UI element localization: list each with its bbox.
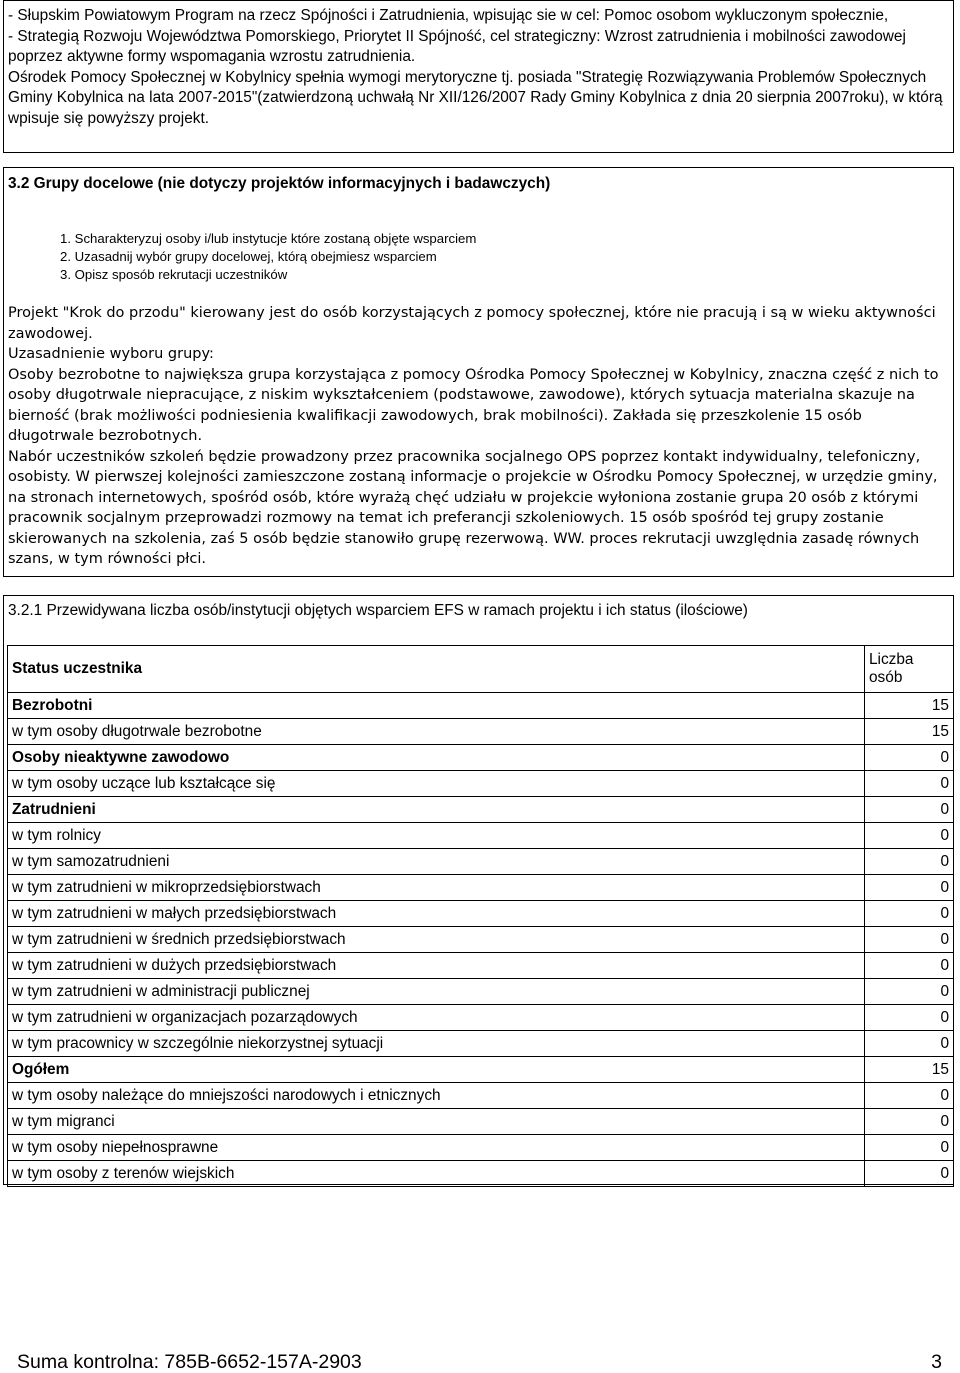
status-label: w tym zatrudnieni w średnich przedsiębiorstwach	[8, 927, 865, 953]
status-count: 0	[865, 1005, 954, 1031]
instruction-item: 3. Opisz sposób rekrutacji uczestników	[60, 267, 288, 282]
status-count: 0	[865, 745, 954, 771]
status-label: w tym samozatrudnieni	[8, 849, 865, 875]
instruction-list	[4, 230, 953, 284]
paragraph-ops-requirements: Ośrodek Pomocy Społecznej w Kobylnicy spełnia wymogi merytoryczne tj. posiada "Strategię Rozwiązywania Problemów Społecznych Gminy Kobylnica na lata 2007-2015"(zatwierdzoną uchwałą Nr XII/126/2007 Rady Gminy Kobylnica z dnia 20 sierpnia 2007roku), w którą wpisuje się powyższy projekt.	[8, 68, 943, 127]
table-row	[8, 1109, 954, 1135]
status-count: 0	[865, 1109, 954, 1135]
status-count: 15	[865, 693, 954, 719]
checksum: Suma kontrolna: 785B-6652-157A-2903	[17, 1351, 362, 1373]
status-label: w tym zatrudnieni w małych przedsiębiorstwach	[8, 901, 865, 927]
status-label: w tym osoby niepełnosprawne	[8, 1135, 865, 1161]
table-row	[8, 1031, 954, 1057]
status-label: w tym pracownicy w szczególnie niekorzystnej sytuacji	[8, 1031, 865, 1057]
page-footer	[17, 1351, 942, 1373]
table-row	[8, 849, 954, 875]
paragraph-strategy-pomorskie: - Strategią Rozwoju Województwa Pomorskiego, Priorytet II Spójność, cel strategiczny: Wzrost zatrudnienia i mobilności zawodowej poprzez aktywne formy wspomagania wzrostu zatrudnienia.	[8, 27, 906, 65]
column-header-status: Status uczestnika	[8, 646, 865, 693]
status-count: 0	[865, 771, 954, 797]
status-label: w tym zatrudnieni w dużych przedsiębiorstwach	[8, 953, 865, 979]
status-label: w tym migranci	[8, 1109, 865, 1135]
table-row	[8, 1161, 954, 1187]
status-label: w tym osoby z terenów wiejskich	[8, 1161, 865, 1187]
status-count: 0	[865, 927, 954, 953]
status-count: 0	[865, 875, 954, 901]
status-label: Osoby nieaktywne zawodowo	[8, 745, 865, 771]
table-row	[8, 1083, 954, 1109]
project-description: Projekt "Krok do przodu" kierowany jest do osób korzystających z pomocy społecznej, które nie pracują i są w wieku aktywności zawodowej.	[8, 305, 936, 342]
table-header-row	[8, 646, 954, 693]
justification-text: Osoby bezrobotne to największa grupa korzystająca z pomocy Ośrodka Pomocy Społecznej w Kobylnicy, znaczna część z nich to osoby długotrwale niepracujące, z niskim wykształceniem (podstawowe, zawodowe), których sytuacja materialna skazuje na bierność (brak możliwości podniesienia kwalifikacji zawodowych, brak mobilności). Zakłada się przeszkolenie 15 osób długotrwale bezrobotnych.	[8, 366, 939, 444]
table-row	[8, 719, 954, 745]
status-label: w tym zatrudnieni w mikroprzedsiębiorstwach	[8, 875, 865, 901]
status-count: 0	[865, 1135, 954, 1161]
status-label: w tym osoby uczące lub kształcące się	[8, 771, 865, 797]
status-count: 15	[865, 719, 954, 745]
section-participant-status	[3, 595, 954, 1185]
column-header-count: Liczba osób	[865, 646, 954, 693]
justification-label: Uzasadnienie wyboru grupy:	[8, 346, 214, 362]
status-label: Zatrudnieni	[8, 797, 865, 823]
section-top	[3, 0, 954, 153]
status-label: Ogółem	[8, 1057, 865, 1083]
table-row	[8, 745, 954, 771]
section-heading: 3.2 Grupy docelowe (nie dotyczy projektów informacyjnych i badawczych)	[8, 175, 551, 192]
table-row	[8, 823, 954, 849]
status-count: 0	[865, 797, 954, 823]
recruitment-text: Nabór uczestników szkoleń będzie prowadzony przez pracownika socjalnego OPS poprzez kontakt indywidualny, telefoniczny, osobisty. W pierwszej kolejności zamieszczone zostaną informacje o projekcie w Ośrodku Pomocy Społecznej, w urzędzie gminy, na stronach internetowych, spośród osób, które wyrażą chęć udziału w projekcie wyłoniona zostanie grupa 20 osób z którymi pracownik socjalnym przeprowadzi rozmowy na temat ich preferancji szkoleniowych. 15 osób spośród tej grupy zostanie skierowanych na szkolenia, zaś 5 osób będzie stanowiło grupę rezerwową. WW. proces rekrutacji uwzględnia zasadę równych szans, w tym równości płci.	[8, 448, 938, 567]
table-row	[8, 927, 954, 953]
status-count: 0	[865, 901, 954, 927]
status-label: w tym osoby należące do mniejszości narodowych i etnicznych	[8, 1083, 865, 1109]
status-count: 0	[865, 823, 954, 849]
page-number: 3	[931, 1351, 942, 1373]
section-heading: 3.2.1 Przewidywana liczba osób/instytucji objętych wsparciem EFS w ramach projektu i ich status (ilościowe)	[8, 602, 748, 619]
table-row	[8, 693, 954, 719]
status-count: 0	[865, 1031, 954, 1057]
status-count: 15	[865, 1057, 954, 1083]
status-label: Bezrobotni	[8, 693, 865, 719]
status-count: 0	[865, 1083, 954, 1109]
instruction-item: 1. Scharakteryzuj osoby i/lub instytucje które zostaną objęte wsparciem	[60, 231, 477, 246]
table-row	[8, 953, 954, 979]
status-count: 0	[865, 1161, 954, 1187]
table-row	[8, 797, 954, 823]
table-row	[8, 979, 954, 1005]
status-label: w tym osoby długotrwale bezrobotne	[8, 719, 865, 745]
status-table	[7, 645, 954, 1187]
status-label: w tym rolnicy	[8, 823, 865, 849]
table-row	[8, 901, 954, 927]
section-target-groups	[3, 167, 954, 577]
status-label: w tym zatrudnieni w organizacjach pozarządowych	[8, 1005, 865, 1031]
instruction-item: 2. Uzasadnij wybór grupy docelowej, którą obejmiesz wsparciem	[60, 249, 437, 264]
table-row	[8, 875, 954, 901]
status-table-body	[8, 693, 954, 1187]
table-row	[8, 771, 954, 797]
table-row	[8, 1135, 954, 1161]
status-label: w tym zatrudnieni w administracji publicznej	[8, 979, 865, 1005]
status-count: 0	[865, 849, 954, 875]
paragraph-strategy-slupsk: - Słupskim Powiatowym Program na rzecz Spójności i Zatrudnienia, wpisując sie w cel: Pomoc osobom wykluczonym społecznie,	[8, 7, 889, 24]
status-count: 0	[865, 979, 954, 1005]
table-row	[8, 1005, 954, 1031]
status-count: 0	[865, 953, 954, 979]
table-row	[8, 1057, 954, 1083]
